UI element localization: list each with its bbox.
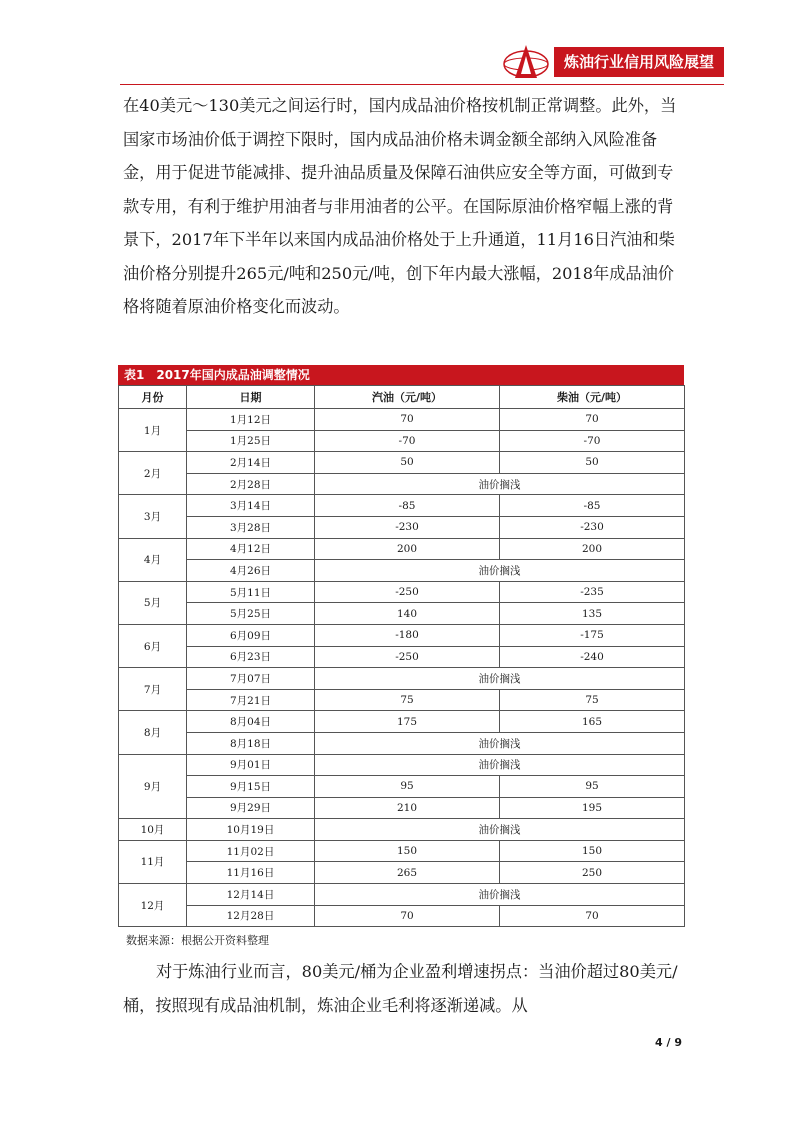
date-cell: 9月01日: [187, 754, 315, 776]
gasoline-cell: 95: [315, 776, 500, 798]
date-cell: 11月16日: [187, 862, 315, 884]
table-row: [119, 711, 685, 733]
diesel-cell: 75: [500, 689, 685, 711]
gasoline-cell: 70: [315, 905, 500, 927]
diesel-cell: -235: [500, 581, 685, 603]
date-cell: 9月29日: [187, 797, 315, 819]
diesel-cell: -175: [500, 624, 685, 646]
diesel-cell: 150: [500, 840, 685, 862]
gasoline-cell: 265: [315, 862, 500, 884]
table-row: [119, 409, 685, 431]
data-source-note: 数据来源：根据公开资料整理: [126, 934, 269, 947]
table-body: [119, 409, 685, 927]
table-row: [119, 797, 685, 819]
page-header: [502, 42, 724, 82]
diesel-cell: 165: [500, 711, 685, 733]
month-cell: 11月: [119, 840, 187, 883]
month-cell: 4月: [119, 538, 187, 581]
header-diesel: 柴油（元/吨）: [500, 386, 685, 409]
table-row: [119, 560, 685, 582]
report-title: 炼油行业信用风险展望: [554, 47, 724, 77]
table-row: [119, 430, 685, 452]
table-row: [119, 884, 685, 906]
month-cell: 6月: [119, 624, 187, 667]
diesel-cell: 195: [500, 797, 685, 819]
price-shelved-cell: 油价搁浅: [315, 819, 685, 841]
table-title: 表1 2017年国内成品油调整情况: [118, 365, 684, 385]
month-cell: 7月: [119, 668, 187, 711]
price-shelved-cell: 油价搁浅: [315, 884, 685, 906]
month-cell: 8月: [119, 711, 187, 754]
diesel-cell: 200: [500, 538, 685, 560]
table-row: [119, 581, 685, 603]
diesel-cell: 70: [500, 905, 685, 927]
date-cell: 3月28日: [187, 516, 315, 538]
table-row: [119, 840, 685, 862]
table-row: [119, 862, 685, 884]
date-cell: 5月11日: [187, 581, 315, 603]
body-paragraph-1: 在40美元～130美元之间运行时，国内成品油价格按机制正常调整。此外，当国家市场油价低于调控下限时，国内成品油价格未调金额全部纳入风险准备金，用于促进节能减排、提升油品质量及保障石油供应安全等方面，可做到专款专用，有利于维护用油者与非用油者的公平。在国际原油价格窄幅上涨的背景下，2017年下半年以来国内成品油价格处于上升通道，11月16日汽油和柴油价格分别提升265元/吨和250元/吨，创下年内最大涨幅，2018年成品油价格将随着原油价格变化而波动。: [123, 96, 677, 316]
company-logo-icon: [502, 42, 550, 82]
date-cell: 6月09日: [187, 624, 315, 646]
date-cell: 8月18日: [187, 732, 315, 754]
diesel-cell: 95: [500, 776, 685, 798]
adjustment-table: [118, 365, 684, 927]
gasoline-cell: 140: [315, 603, 500, 625]
date-cell: 7月07日: [187, 668, 315, 690]
gasoline-cell: -250: [315, 581, 500, 603]
table-row: [119, 538, 685, 560]
page-number: 4 / 9: [655, 1036, 682, 1049]
diesel-cell: 135: [500, 603, 685, 625]
gasoline-cell: -85: [315, 495, 500, 517]
header-month: 月份: [119, 386, 187, 409]
diesel-cell: -230: [500, 516, 685, 538]
gasoline-cell: -250: [315, 646, 500, 668]
table-row: [119, 624, 685, 646]
date-cell: 10月19日: [187, 819, 315, 841]
date-cell: 4月26日: [187, 560, 315, 582]
month-cell: 9月: [119, 754, 187, 819]
month-cell: 3月: [119, 495, 187, 538]
diesel-cell: 50: [500, 452, 685, 474]
date-cell: 9月15日: [187, 776, 315, 798]
table-row: [119, 819, 685, 841]
price-shelved-cell: 油价搁浅: [315, 560, 685, 582]
data-table: [118, 385, 685, 927]
header-date: 日期: [187, 386, 315, 409]
price-shelved-cell: 油价搁浅: [315, 668, 685, 690]
table-row: [119, 452, 685, 474]
date-cell: 1月12日: [187, 409, 315, 431]
date-cell: 8月04日: [187, 711, 315, 733]
body-paragraph-2: 对于炼油行业而言，80美元/桶为企业盈利增速拐点：当油价超过80美元/桶，按照现有成品油机制，炼油企业毛利将逐渐递减。从: [123, 962, 678, 1015]
date-cell: 4月12日: [187, 538, 315, 560]
table-row: [119, 776, 685, 798]
date-cell: 2月28日: [187, 473, 315, 495]
gasoline-cell: 210: [315, 797, 500, 819]
table-row: [119, 668, 685, 690]
table-row: [119, 732, 685, 754]
price-shelved-cell: 油价搁浅: [315, 473, 685, 495]
table-row: [119, 603, 685, 625]
gasoline-cell: -70: [315, 430, 500, 452]
diesel-cell: 70: [500, 409, 685, 431]
gasoline-cell: 200: [315, 538, 500, 560]
table-row: [119, 905, 685, 927]
table-row: [119, 495, 685, 517]
date-cell: 1月25日: [187, 430, 315, 452]
table-row: [119, 516, 685, 538]
gasoline-cell: -180: [315, 624, 500, 646]
date-cell: 12月28日: [187, 905, 315, 927]
header-gasoline: 汽油（元/吨）: [315, 386, 500, 409]
month-cell: 5月: [119, 581, 187, 624]
table-row: [119, 473, 685, 495]
diesel-cell: -70: [500, 430, 685, 452]
table-header-row: [119, 386, 685, 409]
gasoline-cell: -230: [315, 516, 500, 538]
price-shelved-cell: 油价搁浅: [315, 732, 685, 754]
gasoline-cell: 150: [315, 840, 500, 862]
date-cell: 5月25日: [187, 603, 315, 625]
date-cell: 11月02日: [187, 840, 315, 862]
table-row: [119, 754, 685, 776]
price-shelved-cell: 油价搁浅: [315, 754, 685, 776]
date-cell: 6月23日: [187, 646, 315, 668]
table-row: [119, 689, 685, 711]
month-cell: 12月: [119, 884, 187, 927]
date-cell: 2月14日: [187, 452, 315, 474]
date-cell: 3月14日: [187, 495, 315, 517]
date-cell: 12月14日: [187, 884, 315, 906]
date-cell: 7月21日: [187, 689, 315, 711]
month-cell: 10月: [119, 819, 187, 841]
gasoline-cell: 50: [315, 452, 500, 474]
diesel-cell: -240: [500, 646, 685, 668]
table-row: [119, 646, 685, 668]
diesel-cell: -85: [500, 495, 685, 517]
gasoline-cell: 175: [315, 711, 500, 733]
month-cell: 1月: [119, 409, 187, 452]
gasoline-cell: 75: [315, 689, 500, 711]
header-divider: [120, 84, 724, 85]
gasoline-cell: 70: [315, 409, 500, 431]
month-cell: 2月: [119, 452, 187, 495]
diesel-cell: 250: [500, 862, 685, 884]
